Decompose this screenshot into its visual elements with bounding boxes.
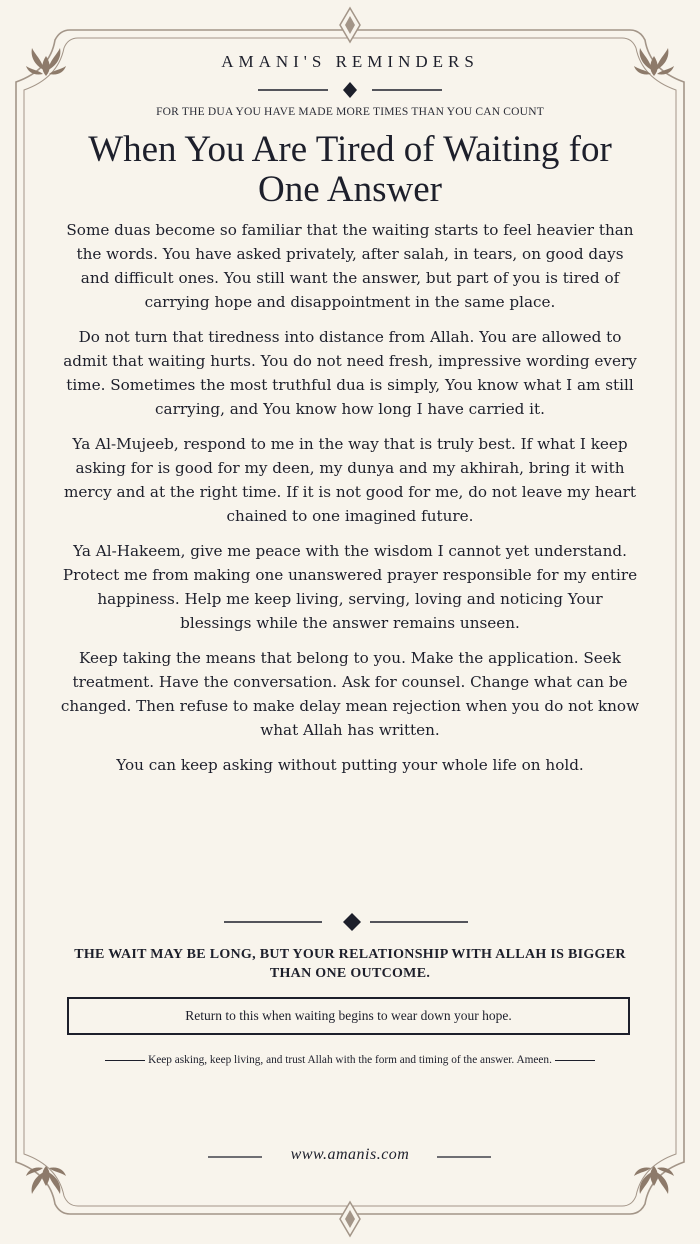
paragraph: Some duas become so familiar that the waiting starts to feel heavier than the words. You have asked privately, after salah, in tears, on good days and difficult ones. You still want the answer, but part of you is tired of carrying hope and disappointment in the same place. (66, 221, 634, 311)
page-subtitle: FOR THE DUA YOU HAVE MADE MORE TIMES THAN YOU CAN COUNT (156, 106, 544, 118)
footer-rule-right (555, 1060, 595, 1061)
footer-rule-left (105, 1060, 145, 1061)
footer-line (60, 1054, 640, 1066)
brand-divider (258, 82, 442, 98)
paragraph: Keep taking the means that belong to you. Make the application. Seek treatment. Have the conversation. Ask for counsel. Change what can be changed. Then refuse to make delay mean rejection when you do not know what Allah has written. (60, 649, 640, 739)
brand-name: AMANI'S REMINDERS (221, 52, 479, 71)
note-box (67, 997, 630, 1035)
body-text (60, 218, 640, 788)
section-divider (224, 913, 468, 931)
paragraph: Do not turn that tiredness into distance from Allah. You are allowed to admit that waiting hurts. You do not need fresh, impressive wording every time. Sometimes the most truthful dua is simply, You know what I am still carrying, and You know how long I have carried it. (63, 328, 637, 418)
paragraph: Ya Al-Mujeeb, respond to me in the way that is truly best. If what I keep asking for is good for my deen, my dunya and my akhirah, bring it with mercy and at the right time. If it is not good for me, do not leave my heart chained to one imagined future. (63, 435, 637, 525)
website-link[interactable]: www.amanis.com (290, 1146, 410, 1163)
top-diamond-icon (340, 8, 360, 42)
note-text: Return to this when waiting begins to wear down your hope. (185, 1008, 512, 1023)
footer-line-text: Keep asking, keep living, and trust Allah with the form and timing of the answer. Ameen. (148, 1054, 552, 1066)
paragraph: Ya Al-Hakeem, give me peace with the wisdom I cannot yet understand. Protect me from making one unanswered prayer responsible for my entire happiness. Help me keep living, serving, loving and noticing Your blessings while the answer remains unseen. (62, 542, 638, 632)
fleuron-icon-bottom-left (26, 1166, 66, 1194)
fleuron-icon-bottom-right (634, 1166, 674, 1194)
page-title: When You Are Tired of Waiting for One Answer (88, 129, 612, 210)
paragraph: You can keep asking without putting your whole life on hold. (116, 756, 584, 774)
bottom-diamond-icon (340, 1202, 360, 1236)
closing-statement: THE WAIT MAY BE LONG, BUT YOUR RELATIONSHIP WITH ALLAH IS BIGGER THAN ONE OUTCOME. (74, 947, 626, 981)
